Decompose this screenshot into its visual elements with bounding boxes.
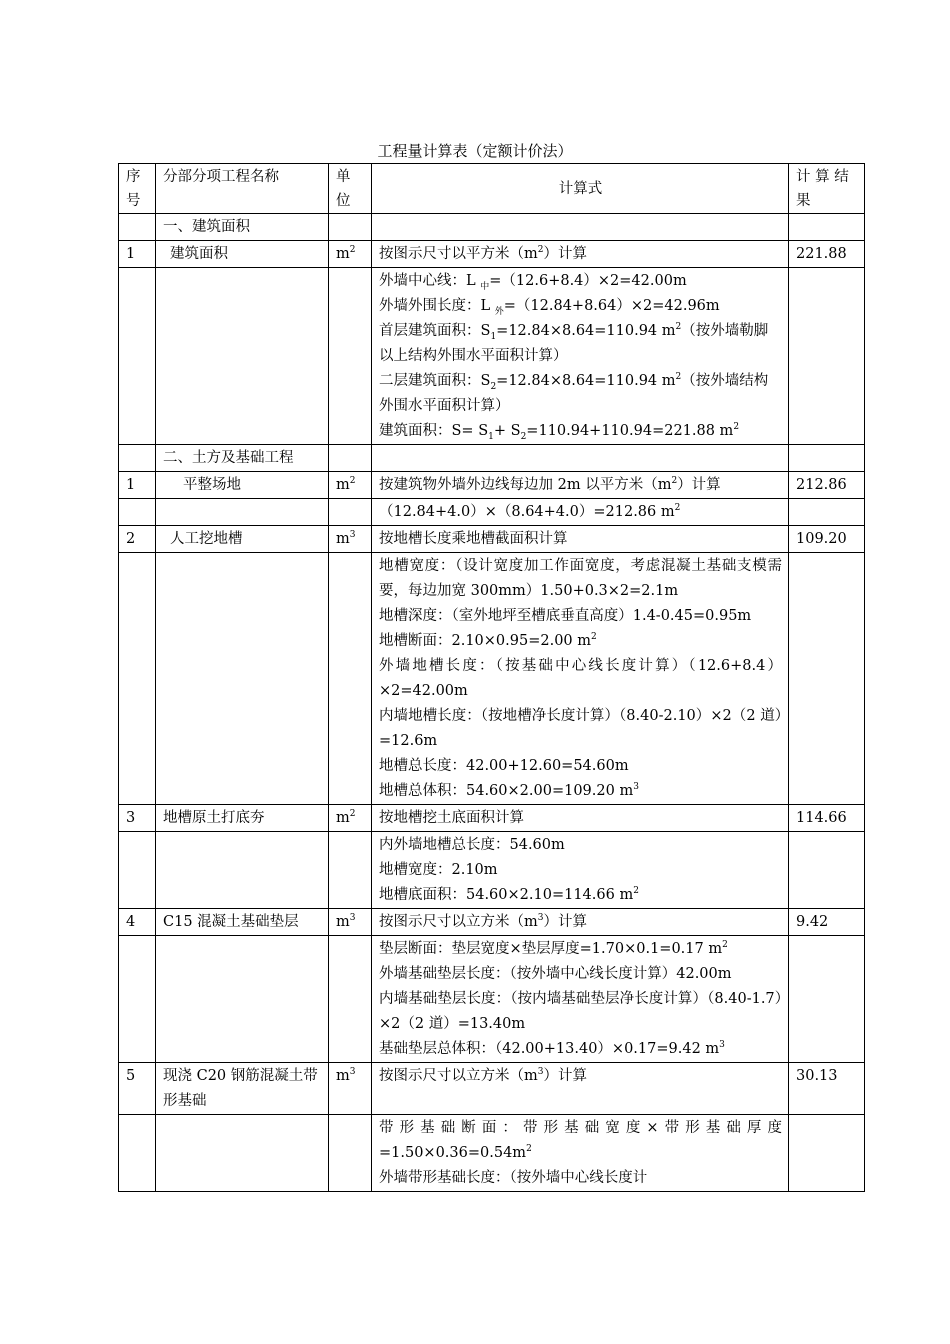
header-name: 分部分项工程名称 xyxy=(156,164,329,214)
row-result: 221.88 xyxy=(789,241,865,268)
row-name: 地槽原土打底夯 xyxy=(156,805,329,832)
detail-row xyxy=(119,1115,865,1192)
row-seq: 4 xyxy=(119,909,156,936)
detail-row xyxy=(119,268,865,445)
row-unit: $m^3$ xyxy=(329,909,372,936)
detail-text: 带形基础断面：带形基础宽度×带形基础厚度$=1.50\times 0.36=0.54m^2$ 外墙带形基础长度：（按外墙中心线长度计 xyxy=(372,1115,789,1192)
row-formula: 按建筑物外墙外边线每边加 2m 以平方米$(m^2)$计算 xyxy=(372,472,789,499)
detail-text: 外墙中心线：L $_中$=（12.6+8.4）×2=42.00m 外墙外围长度：L $_外$=（12.84+8.64）×2=42.96m 首层建筑面积：$S_1=12.84\times 8.64=110.94$ $m^2$（按外墙勒脚以上结构外围水平面积计算） 二层建筑面积：$S_2=12.84\times 8.64=110.94$ $m^2$（按外墙结构外围水平面积计算） 建筑面积：$S= S_1+ S_2=110.94+110.94=221.88$ $m^2$ xyxy=(372,268,789,445)
header-unit: 单 位 xyxy=(329,164,372,214)
section-title: 一、建筑面积 xyxy=(156,214,329,241)
header-seq: 序 号 xyxy=(119,164,156,214)
row-unit: $m^3$ xyxy=(329,526,372,553)
table-title: 工程量计算表（定额计价法） xyxy=(377,142,573,160)
table-row xyxy=(119,241,865,268)
table-row xyxy=(119,472,865,499)
row-result: 212.86 xyxy=(789,472,865,499)
quantity-table xyxy=(118,163,865,1192)
row-unit: $m^2$ xyxy=(329,472,372,499)
table-row xyxy=(119,526,865,553)
row-unit: $m^3$ xyxy=(329,1063,372,1115)
table-row xyxy=(119,805,865,832)
row-seq: 5 xyxy=(119,1063,156,1115)
detail-text: 垫层断面：垫层宽度×垫层厚度=1.70×0.1=0.17 $m^2$ 外墙基础垫层长度：（按外墙中心线长度计算）42.00m 内墙基础垫层长度：（按内墙基础垫层净长度计算）（8.40-1.7）×2（2 道）=13.40m 基础垫层总体积：（42.00+13.40）×0.17=9.42 $m^3$ xyxy=(372,936,789,1063)
row-name: 平整场地 xyxy=(156,472,329,499)
detail-row xyxy=(119,936,865,1063)
row-seq: 1 xyxy=(119,241,156,268)
row-name: 现浇 C20 钢筋混凝土带形基础 xyxy=(156,1063,329,1115)
row-name: 建筑面积 xyxy=(156,241,329,268)
row-formula: 按地槽挖土底面积计算 xyxy=(372,805,789,832)
section-row xyxy=(119,445,865,472)
row-result: 30.13 xyxy=(789,1063,865,1115)
detail-row xyxy=(119,553,865,805)
row-result: 114.66 xyxy=(789,805,865,832)
table-row xyxy=(119,909,865,936)
detail-row xyxy=(119,832,865,909)
row-formula: 按图示尺寸以立方米$(m^3)$计算 xyxy=(372,1063,789,1115)
section-title: 二、土方及基础工程 xyxy=(156,445,329,472)
row-unit: $m^2$ xyxy=(329,241,372,268)
table-row xyxy=(119,1063,865,1115)
row-seq: 3 xyxy=(119,805,156,832)
row-unit: $m^2$ xyxy=(329,805,372,832)
header-result: 计 算 结 果 xyxy=(789,164,865,214)
detail-text: 内外墙地槽总长度：54.60m 地槽宽度：2.10m 地槽底面积：54.60×2.10=114.66 $m^2$ xyxy=(372,832,789,909)
row-seq: 1 xyxy=(119,472,156,499)
row-seq: 2 xyxy=(119,526,156,553)
row-formula: 按图示尺寸以平方米$(m^2)$计算 xyxy=(372,241,789,268)
detail-text: 地槽宽度：（设计宽度加工作面宽度，考虑混凝土基础支模需要，每边加宽 300mm）1.50+0.3×2=2.1m 地槽深度：（室外地坪至槽底垂直高度）1.4-0.45=0.95m 地槽断面：2.10×0.95=2.00 $m^2$ 外墙地槽长度：（按基础中心线长度计算）（12.6+8.4）×2=42.00m 内墙地槽长度：（按地槽净长度计算）（8.40-2.10）×2（2 道）=12.6m 地槽总长度：42.00+12.60=54.60m 地槽总体积：54.60×2.00=109.20 $m^3$ xyxy=(372,553,789,805)
detail-text: （12.84+4.0）×（8.64+4.0）=212.86 $m^2$ xyxy=(372,499,789,526)
row-formula: 按地槽长度乘地槽截面积计算 xyxy=(372,526,789,553)
detail-row xyxy=(119,499,865,526)
header-row xyxy=(119,164,865,214)
row-name: C15 混凝土基础垫层 xyxy=(156,909,329,936)
row-name: 人工挖地槽 xyxy=(156,526,329,553)
row-result: 109.20 xyxy=(789,526,865,553)
section-row xyxy=(119,214,865,241)
header-formula: 计算式 xyxy=(372,164,789,214)
row-result: 9.42 xyxy=(789,909,865,936)
row-formula: 按图示尺寸以立方米$(m^3)$计算 xyxy=(372,909,789,936)
